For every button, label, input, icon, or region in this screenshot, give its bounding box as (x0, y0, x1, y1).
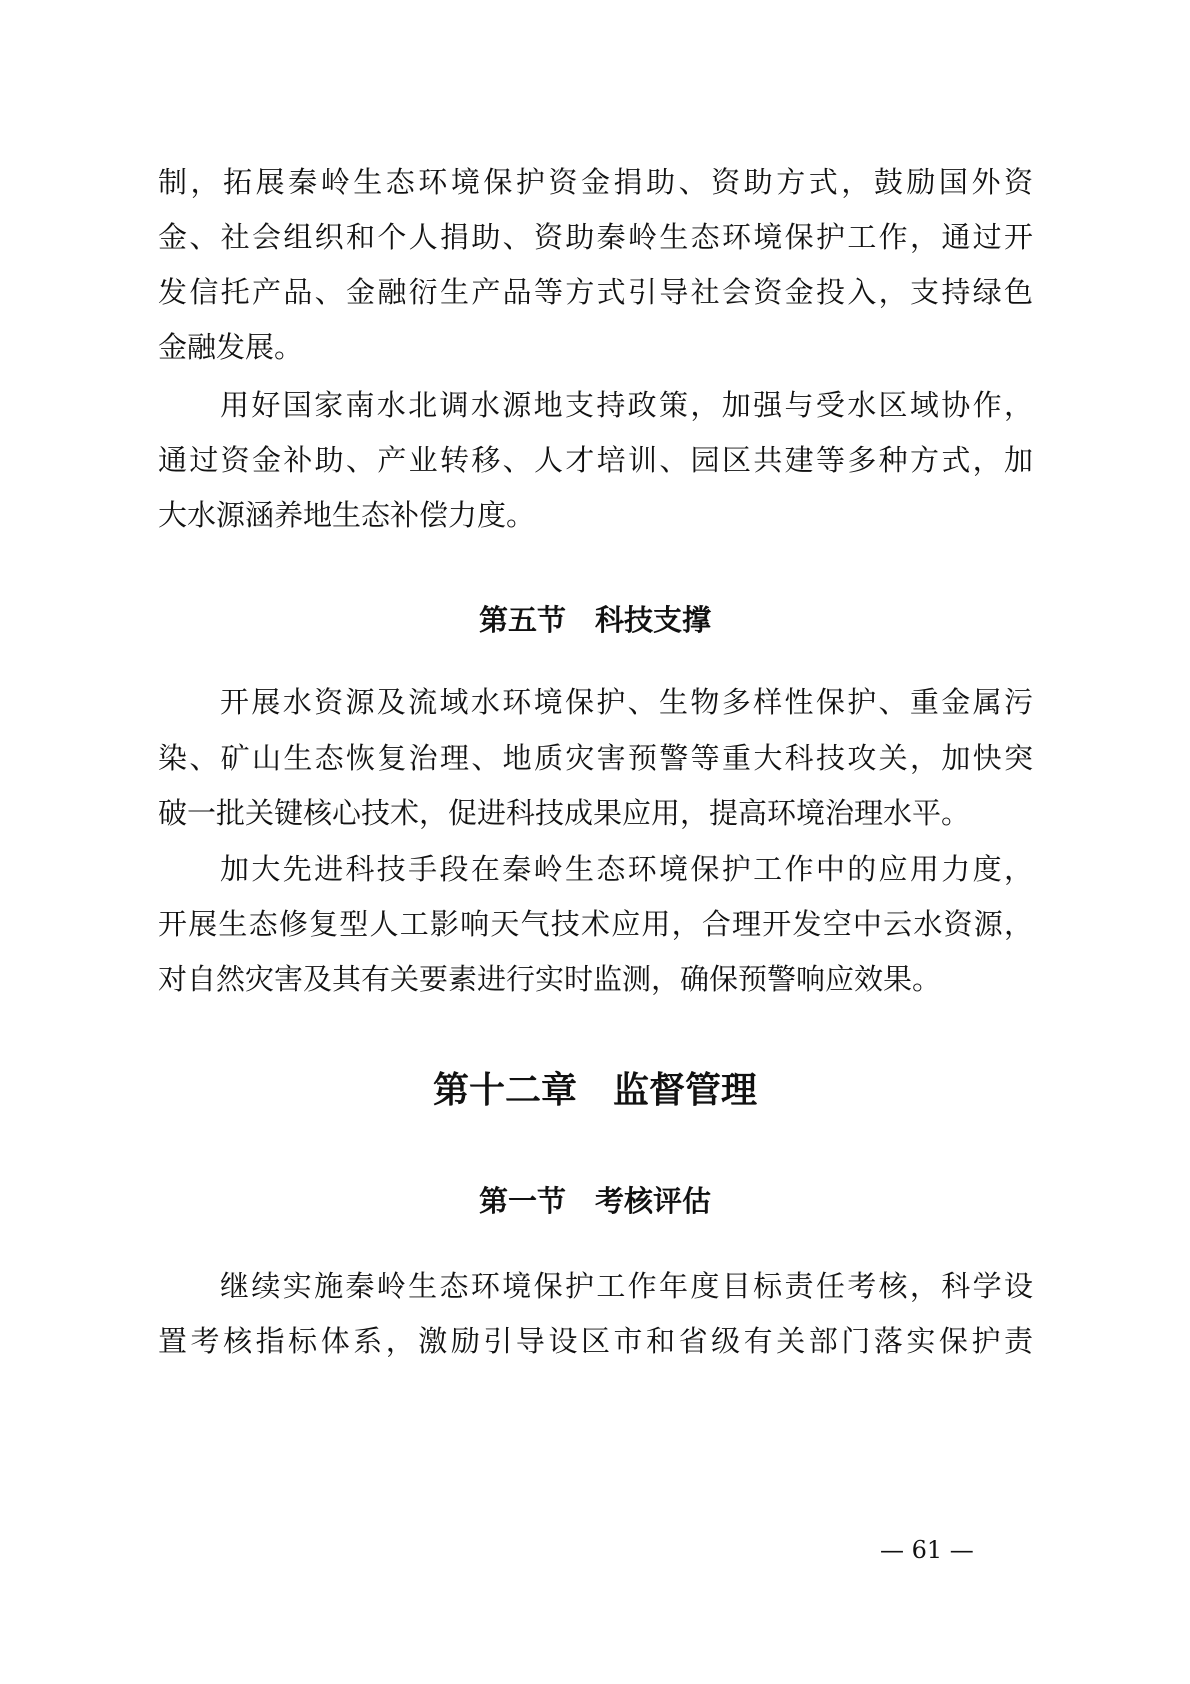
paragraph-line: 用好国家南水北调水源地支持政策，加强与受水区域协作， (220, 388, 1033, 422)
paragraph-line: 制，拓展秦岭生态环境保护资金捐助、资助方式，鼓励国外资 (158, 165, 1033, 199)
paragraph-line: 对自然灾害及其有关要素进行实时监测，确保预警响应效果。 (158, 962, 942, 996)
paragraph-line: 金融发展。 (158, 330, 304, 364)
paragraph-line: 加大先进科技手段在秦岭生态环境保护工作中的应用力度， (220, 852, 1033, 886)
paragraph-line: 开展水资源及流域水环境保护、生物多样性保护、重金属污 (220, 685, 1033, 719)
paragraph-line: 金、社会组织和个人捐助、资助秦岭生态环境保护工作，通过开 (158, 220, 1033, 254)
section-heading: 第一节 考核评估 (478, 1184, 711, 1218)
paragraph-line: 置考核指标体系，激励引导设区市和省级有关部门落实保护责 (158, 1324, 1033, 1358)
paragraph-line: 破一批关键核心技术，促进科技成果应用，提高环境治理水平。 (158, 796, 971, 830)
paragraph-line: 开展生态修复型人工影响天气技术应用，合理开发空中云水资源， (158, 907, 1033, 941)
paragraph-line: 通过资金补助、产业转移、人才培训、园区共建等多种方式，加 (158, 443, 1033, 477)
section-heading: 第五节 科技支撑 (478, 603, 711, 637)
chapter-heading: 第十二章 监督管理 (432, 1069, 757, 1111)
paragraph-line: 染、矿山生态恢复治理、地质灾害预警等重大科技攻关，加快突 (158, 741, 1033, 775)
paragraph-line: 大水源涵养地生态补偿力度。 (158, 498, 536, 532)
paragraph-line: 继续实施秦岭生态环境保护工作年度目标责任考核，科学设 (220, 1269, 1033, 1303)
paragraph-line: 发信托产品、金融衍生产品等方式引导社会资金投入，支持绿色 (158, 275, 1033, 309)
page-number: — 61 — (880, 1536, 974, 1564)
